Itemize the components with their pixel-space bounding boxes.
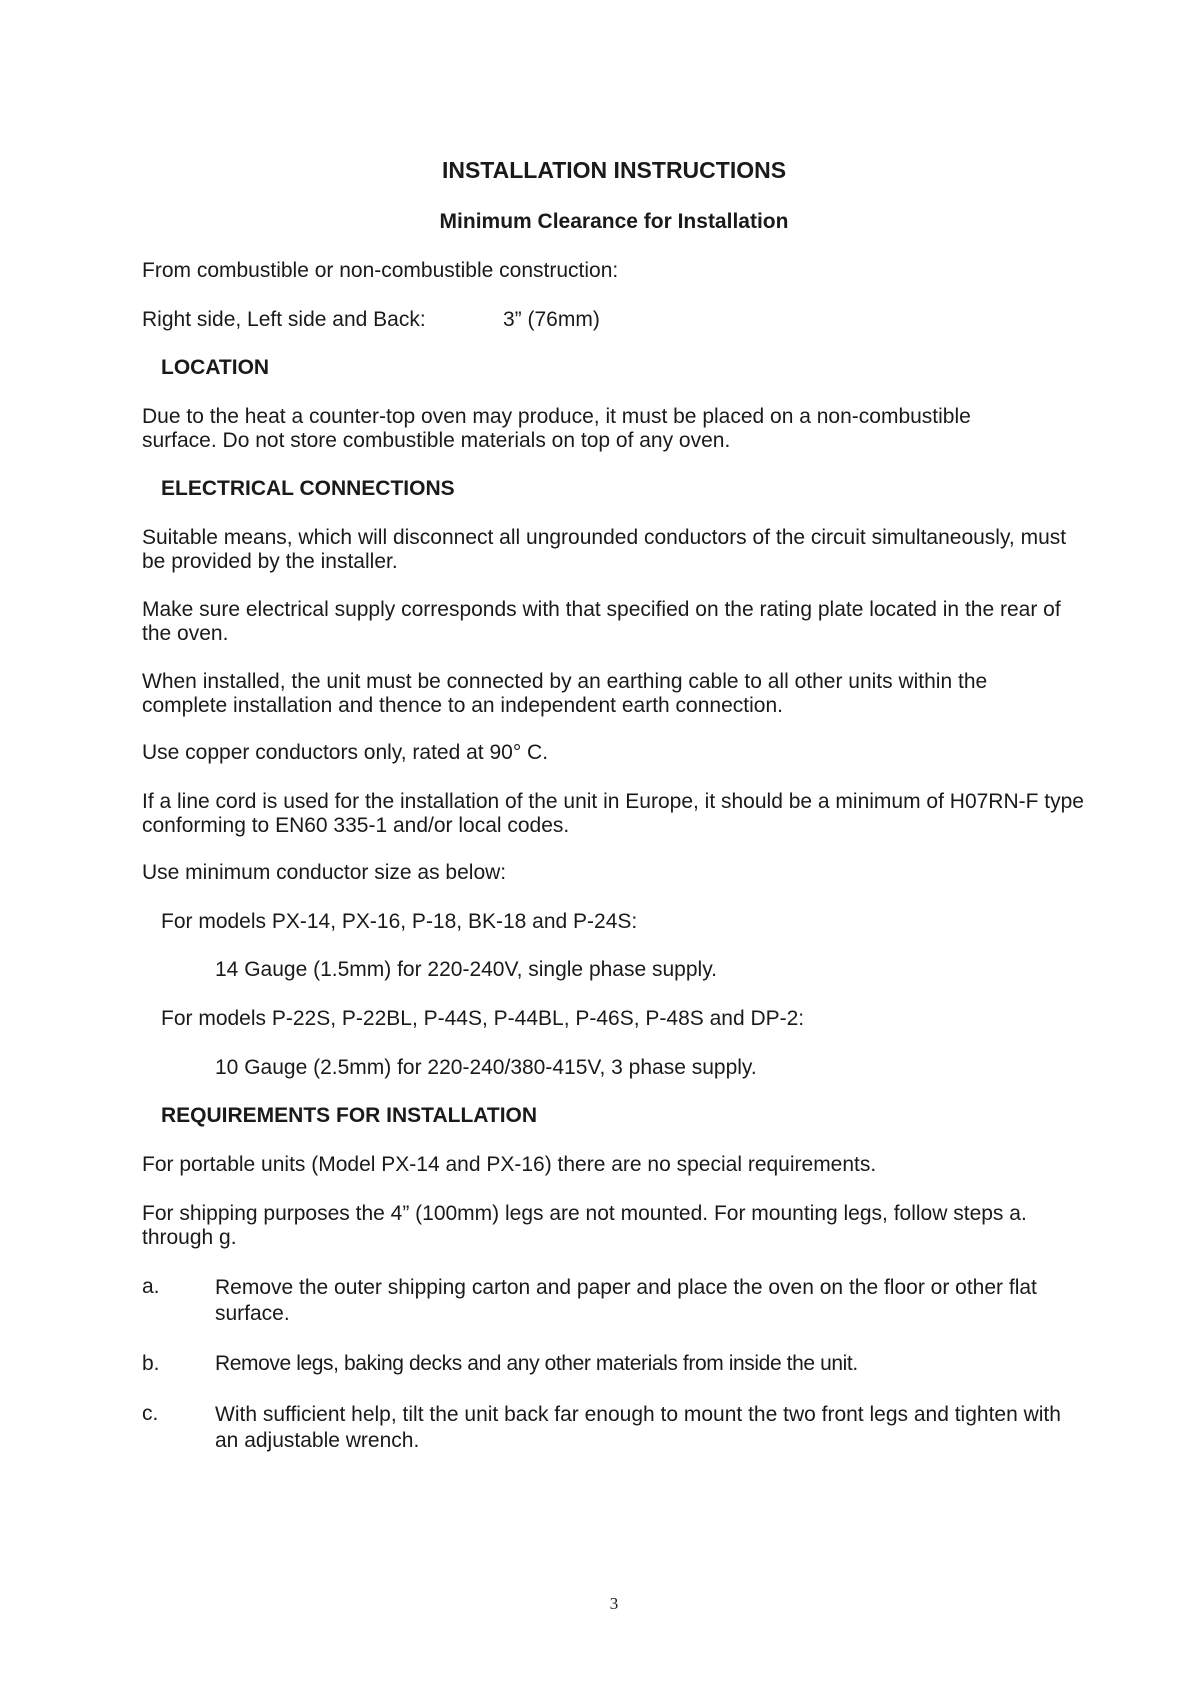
location-text: Due to the heat a counter-top oven may produce, it must be placed on a non-combustible surface. Do not store combustible materials on top of any oven. bbox=[142, 405, 971, 452]
conductor-spec-1: 14 Gauge (1.5mm) for 220-240V, single phase supply. bbox=[215, 958, 717, 981]
clearance-sides-label: Right side, Left side and Back: bbox=[142, 308, 426, 331]
location-heading: LOCATION bbox=[161, 356, 270, 379]
page-subtitle: Minimum Clearance for Installation bbox=[439, 210, 789, 233]
step-text: Remove legs, baking decks and any other materials from inside the unit. bbox=[215, 1352, 858, 1375]
electrical-paragraph-2: Make sure electrical supply corresponds with that specified on the rating plate located in the rear of the oven. bbox=[142, 598, 1061, 645]
models-group-2: For models P-22S, P-22BL, P-44S, P-44BL, P-46S, P-48S and DP-2: bbox=[161, 1007, 805, 1030]
electrical-paragraph-1: Suitable means, which will disconnect all ungrounded conductors of the circuit simultaneously, must be provided by the installer. bbox=[142, 526, 1067, 573]
conductor-spec-2: 10 Gauge (2.5mm) for 220-240/380-415V, 3 phase supply. bbox=[215, 1056, 757, 1079]
step-marker: b. bbox=[142, 1352, 160, 1375]
page-title: INSTALLATION INSTRUCTIONS bbox=[441, 157, 787, 183]
page-number: 3 bbox=[609, 1594, 619, 1613]
clearance-sides-value: 3” (76mm) bbox=[503, 308, 600, 331]
clearance-intro: From combustible or non-combustible construction: bbox=[142, 259, 619, 282]
requirements-paragraph-1: For portable units (Model PX-14 and PX-16) there are no special requirements. bbox=[142, 1153, 877, 1176]
electrical-heading: ELECTRICAL CONNECTIONS bbox=[161, 477, 455, 500]
step-marker: a. bbox=[142, 1275, 160, 1298]
requirements-paragraph-2: For shipping purposes the 4” (100mm) legs are not mounted. For mounting legs, follow steps a. through g. bbox=[142, 1202, 1027, 1249]
step-text: With sufficient help, tilt the unit back far enough to mount the two front legs and tighten with an adjustable wrench. bbox=[215, 1403, 1061, 1452]
step-marker: c. bbox=[142, 1402, 159, 1425]
step-text: Remove the outer shipping carton and paper and place the oven on the floor or other flat surface. bbox=[215, 1276, 1037, 1325]
electrical-paragraph-6: Use minimum conductor size as below: bbox=[142, 861, 507, 884]
requirements-heading: REQUIREMENTS FOR INSTALLATION bbox=[161, 1104, 538, 1127]
electrical-paragraph-4: Use copper conductors only, rated at 90° C. bbox=[142, 741, 549, 764]
models-group-1: For models PX-14, PX-16, P-18, BK-18 and P-24S: bbox=[161, 910, 638, 933]
electrical-paragraph-5: If a line cord is used for the installation of the unit in Europe, it should be a minimum of H07RN-F type conforming to EN60 335-1 and/or local codes. bbox=[142, 790, 1084, 837]
electrical-paragraph-3: When installed, the unit must be connected by an earthing cable to all other units within the complete installation and thence to an independent earth connection. bbox=[142, 670, 988, 717]
